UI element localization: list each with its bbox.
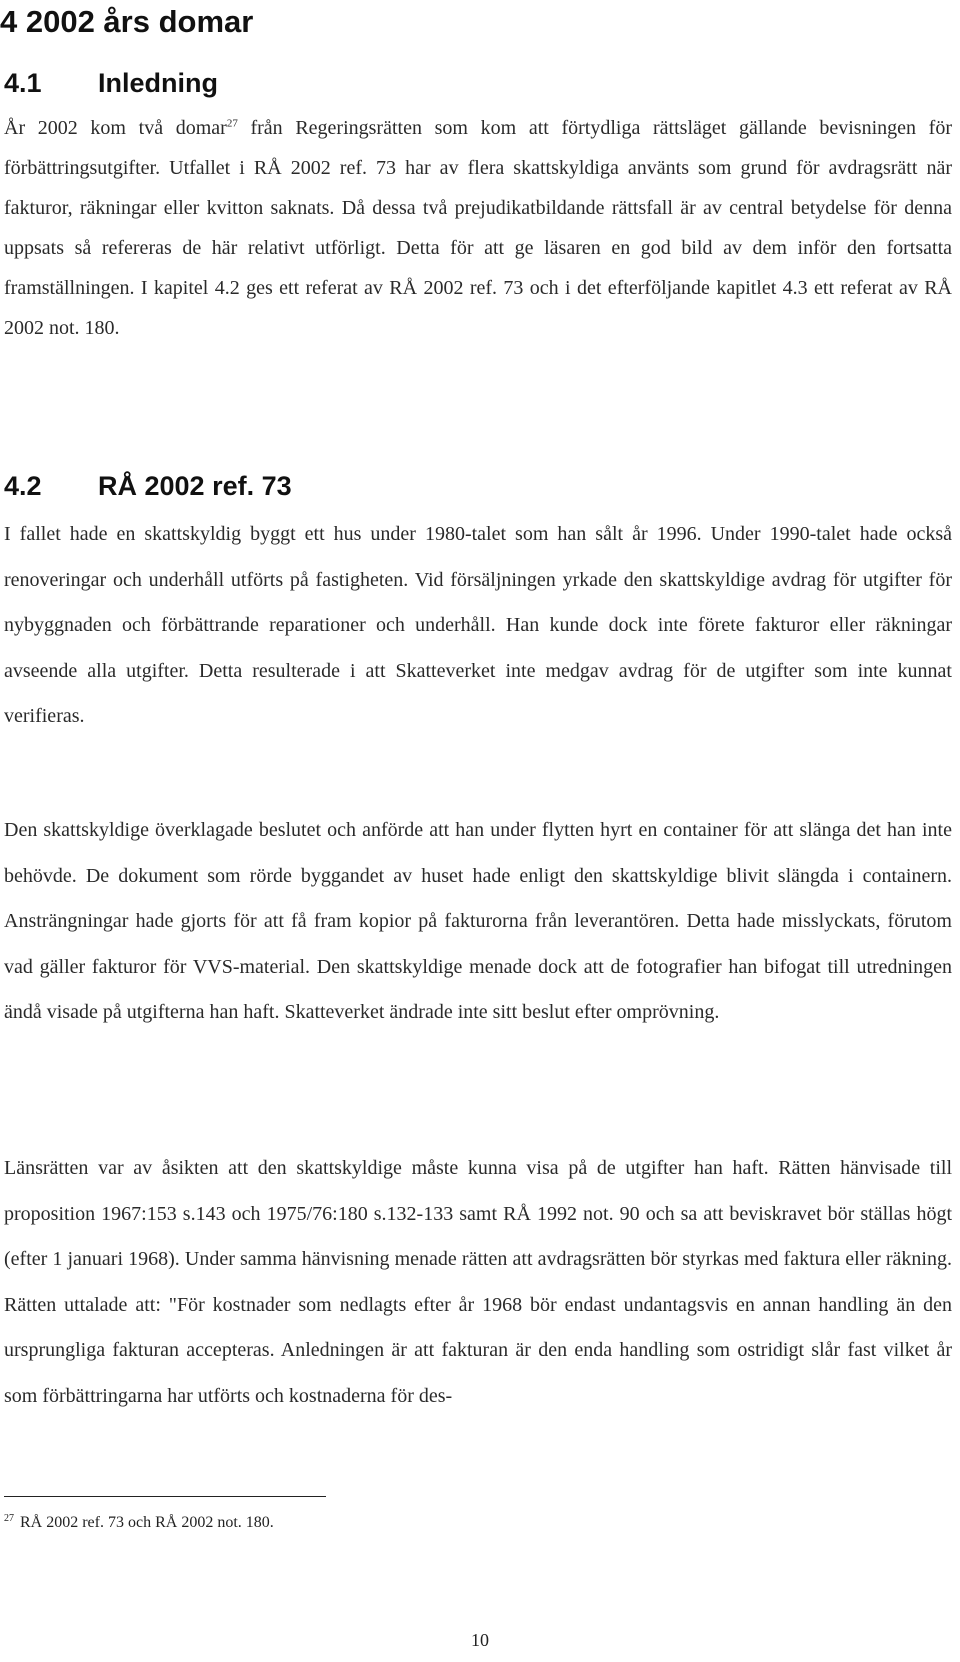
section-title: RÅ 2002 ref. 73 — [98, 471, 292, 501]
footnote — [4, 1512, 274, 1534]
intro-paragraph — [4, 108, 952, 348]
section-number: 4.2 — [4, 471, 42, 501]
intro-text-start: År 2002 kom två domar — [4, 117, 227, 139]
footnote-reference: 27 — [226, 117, 238, 130]
page-number: 10 — [471, 1630, 489, 1650]
case-paragraph-facts: I fallet hade en skattskyldig byggt ett hus under 1980-talet som han sålt år 1996. Under 1990-talet hade också renoveringar och underhåll utförts på fastigheten. Vid försäljningen yrkade den skattskyldige avdrag för utgifter för nybyggnaden och förbättrande reparationer och underhåll. Han kunde dock inte förete fakturor eller räkningar avseende alla utgifter. Detta resulterade i att Skatteverket inte medgav avdrag för de utgifter som inte kunnat verifieras. — [4, 523, 952, 728]
chapter-heading: 4 2002 års domar — [0, 4, 254, 39]
section-title: Inledning — [98, 68, 218, 98]
footnote-number: 27 — [4, 1512, 14, 1524]
footnote-text: RÅ 2002 ref. 73 och RÅ 2002 not. 180. — [16, 1514, 274, 1531]
section-number: 4.1 — [4, 68, 42, 98]
section-heading-intro — [4, 65, 218, 101]
footnote-divider — [4, 1496, 326, 1497]
case-paragraph-appeal: Den skattskyldige överklagade beslutet och anförde att han under flytten hyrt en container för att slänga det han inte behövde. De dokument som rörde byggandet av huset hade enligt den skattskyldige blivit slängda i containern. Ansträngningar hade gjorts för att få fram kopior på fakturorna från leverantören. Detta hade misslyckats, förutom vad gäller fakturor för VVS-material. Den skattskyldige menade dock att de fotografier han bifogat till utredningen ändå visade på utgifterna han haft. Skatteverket ändrade inte sitt beslut efter omprövning. — [4, 819, 952, 1024]
intro-text-rest: från Regeringsrätten som kom att förtydliga rättsläget gällande bevisningen för förbättringsutgifter. Utfallet i RÅ 2002 ref. 73 har av flera skattskyldiga använts som grund för avdragsrätt när fakturor, räkningar eller kvitton saknats. Då dessa två prejudikatbildande rättsfall är av central betydelse för denna uppsats så refereras de här relativt utförligt. Detta för att ge läsaren en god bild av dem inför den fortsatta framställningen. I kapitel 4.2 ges ett referat av RÅ 2002 ref. 73 och i det efterföljande kapitlet 4.3 ett referat av RÅ 2002 not. 180. — [4, 117, 953, 339]
case-paragraph-court: Länsrätten var av åsikten att den skattskyldige måste kunna visa på de utgifter han haft. Rätten hänvisade till proposition 1967:153 s.143 och 1975/76:180 s.132-133 samt RÅ 1992 not. 90 och sa att beviskravet bör ställas högt (efter 1 januari 1968). Under samma hänvisning menade rätten att avdragsrätten bör styrkas med faktura eller räkning. Rätten uttalade att: "För kostnader som nedlagts efter år 1968 bör endast undantagsvis en annan handling än den ursprungliga fakturan accepteras. Anledningen är att fakturan är den enda handling som ostridigt slår fast vilket år som förbättringarna har utförts och kostnaderna för des- — [4, 1157, 952, 1407]
section-heading-ra — [4, 468, 292, 504]
